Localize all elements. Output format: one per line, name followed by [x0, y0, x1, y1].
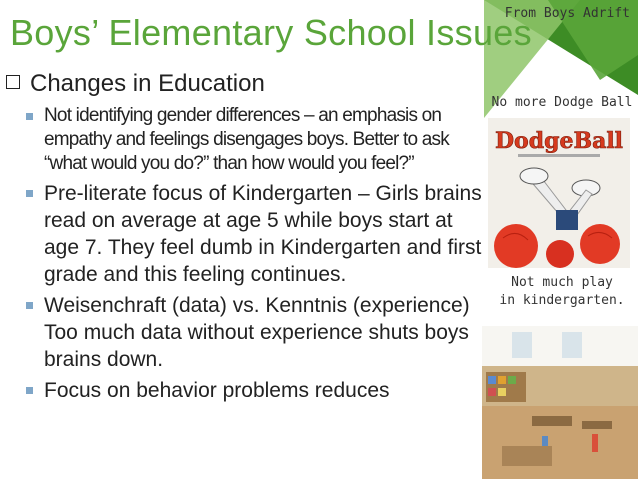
dodgeball-caption: No more Dodge Ball	[491, 95, 633, 110]
bullet-text: Weisenchraft (data) vs. Kenntnis (experience) Too much data without experience shuts boys brains down.	[44, 294, 470, 371]
bullet-text: Pre-literate focus of Kindergarten – Girls brains read on average at age 5 while boys start at age 7. They feel dumb in Kindergarten and first grade and this feeling continues.	[44, 182, 482, 286]
kindergarten-caption	[488, 274, 636, 310]
kindergarten-caption-line1: Not much play	[511, 275, 613, 290]
bullet-list	[22, 104, 482, 408]
kindergarten-image	[482, 326, 638, 479]
checkbox-bullet-icon	[6, 75, 20, 89]
list-item	[22, 104, 482, 176]
heading-item	[6, 70, 265, 98]
square-bullet-icon	[26, 190, 33, 197]
square-bullet-icon	[26, 113, 33, 120]
dodgeball-logo: DodgeBall	[494, 128, 624, 154]
slide-title: Boys’ Elementary School Issues	[10, 12, 532, 53]
heading-text: Changes in Education	[30, 70, 265, 97]
bullet-text: Not identifying gender differences – an emphasis on empathy and feelings disengages boys. Better to ask “what would you do?” than how would you feel?”	[44, 105, 449, 174]
list-item	[22, 292, 482, 373]
kindergarten-caption-line2: in kindergarten.	[499, 293, 625, 308]
list-item	[22, 180, 482, 288]
dodgeball-image	[488, 118, 630, 268]
square-bullet-icon	[26, 387, 33, 394]
source-caption: From Boys Adrift	[504, 6, 630, 21]
bullet-text: Focus on behavior problems reduces	[44, 379, 390, 402]
square-bullet-icon	[26, 302, 33, 309]
list-item	[22, 377, 482, 404]
